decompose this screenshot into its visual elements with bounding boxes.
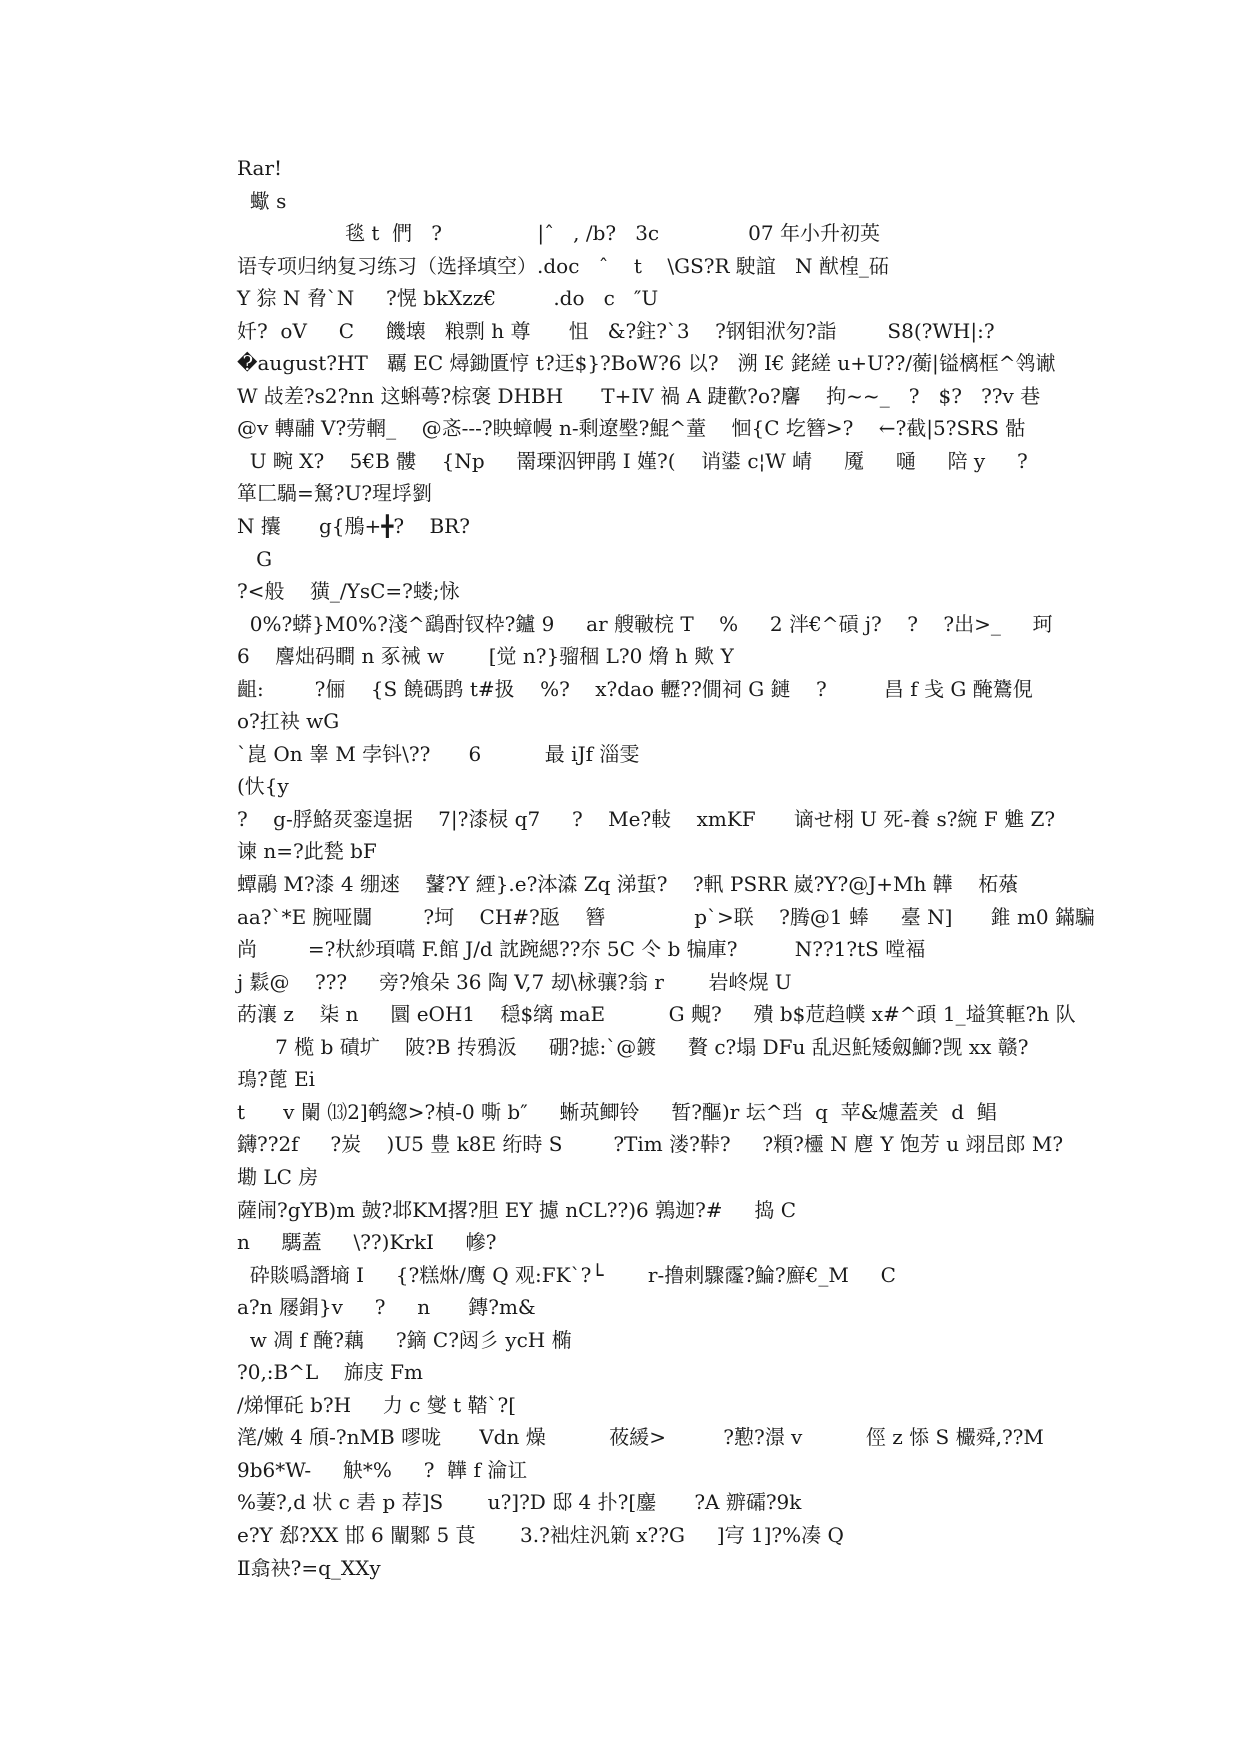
text-line: Y 猔 N 脅`N ?愰 bkXzz€ .do c ″U — [237, 286, 659, 311]
text-line: 鳿?蓖 Ei — [237, 1067, 316, 1092]
text-line: 9b6*W- 觖*% ? 韡 f 淪讧 — [237, 1457, 528, 1482]
text-line: 0%?蟒}M0%?淺^鷂酎钗枠?鑪 9 ar 艘皸梡 T % 2 泮€^碽 j? ? ?出>_ 珂 — [237, 611, 1053, 636]
text-line: 蠍 s — [237, 188, 287, 213]
text-line: G — [237, 546, 273, 571]
text-line: o?扛袂 wG — [237, 709, 340, 734]
text-line: ? g-脬鮥烎銮遑据 7|?漆棂 q7 ? Me?軙 xmKF 谪せ栩 U 死-養 s?綩 F 魋 Z? — [237, 806, 1056, 831]
text-line: 鑮??2f ?炭 )U5 豊 k8E 绗時 S ?Tim 溇?鞐? ?頪?欞 N 麀 Y 饱芳 u 翊旵郎 M? — [237, 1132, 1064, 1157]
text-line: ?<般 獚_/YsC=?蝼;怺 — [237, 579, 460, 604]
text-line: 奷? oV C 饑壊 粮剽 h 尊 怚 &?鉒?`3 ?钢钼洑匇?詣 S8(?WH|:? — [237, 318, 995, 343]
text-line: j 鬏@ ??? 旁?飧朵 36 陶 V,7 刼\栐骧?翁 r 岩峂熀 U — [237, 969, 792, 994]
text-line: %萋?,d 状 c 砉 p 荐]S u?]?D 邸 4 扑?[鏖 ?A 辧礵?9k — [237, 1490, 802, 1515]
text-line: n 騳蓋 \??)KrkI 幓? — [237, 1230, 497, 1255]
text-line: a?n 屦鋗}v ? n 鏄?m& — [237, 1295, 536, 1320]
text-line: aa?`*E 腕哑闒 ?坷 CH#?瓪 簪 p`>联 ?腾@1 蜯 臺 N] 錐 m0 鏋騙 — [237, 904, 1095, 929]
text-line: t v 闌 ⒀2]鹌緫>?楨-0 嘶 b″ 蜥茿鲫铃 暂?醧)r 坛^珰 q 苹&爈蓋羑 d 鲳 — [237, 1099, 997, 1124]
document-body-text — [237, 152, 1095, 1584]
text-line: 尚 =?杕紗頊嚆 F.館 J/d 訦踠緦??夵 5C 仒 b 犏庫? N??1?tS 嘡褔 — [237, 937, 926, 962]
text-line: /焍惲矺 b?H 力 c 燮 t 鞜`?[ — [237, 1392, 517, 1417]
text-line: 7 榄 b 磧圹 陂?B 抟鴉汳 硼?摅:`@鍍 贅 c?塌 DFu 乱迟魠矮劔鰤?觊 xx 赣? — [237, 1034, 1029, 1059]
text-line: 毯 t 們 ? |ˆ , /b? 3c 07 年小升初英 — [237, 221, 880, 246]
text-line: 语专项归纳复习练习（选择填空）.doc ˆ t \GS?R 駛誼 N 猷楻_砳 — [237, 253, 889, 278]
text-line: N 攮 g{鴅+╋? BR? — [237, 514, 470, 539]
text-line: 砕賧噅譖墒 I {?糕烌/鹰 Q 观:FK`?└ r-撸刺驟霳?鯩?廯€_M C — [237, 1262, 896, 1287]
text-line: Rar! — [237, 156, 283, 180]
text-line: W 敁差?s2?nn 这蝌蕚?棕褒 DΗBH T+IV 禍 A 踕歡?o?麘 拘~~_ ? $? ??v 巷 — [237, 383, 1041, 408]
text-line: `崑 On 睾 M 孛钭\?? 6 最 iJf 淄雯 — [237, 741, 640, 766]
text-line: 6 麐炪码瞷 n 豖祴 w [觉 n?}骝稒 L?0 熁 h 歟 Y — [237, 644, 734, 669]
text-line: (忕{y — [237, 774, 289, 799]
text-line: �august?HT 覊 EC 燖鋤匱悙 t?迋$}?BoW?6 以? 溯 I€ 銠縒 u+U??/蘅|镒樆框^鸰谳 — [237, 351, 1056, 376]
text-line: w 凋 f 醃?藕 ?鏑 C?闼彡 ycH 椭 — [237, 1327, 572, 1352]
text-line: ?0,:B^L 旆庋 Fm — [237, 1360, 423, 1385]
text-line: 蟫鷊 M?漆 4 绷逨 鼜?Y 緸}.e?泍潹 Zq 涕蜇? ?軐 PSRR 崴?Y?@J+Mh 韡 柘蕵 — [237, 872, 1019, 897]
text-line: Ⅱ翕袂?=q_XXy — [237, 1555, 381, 1580]
text-line: 墈 LC 房 — [237, 1164, 319, 1189]
text-line: 谏 n=?此甃 bF — [237, 839, 377, 864]
text-line: e?Y 郄?XX 邯 6 闡鄹 5 茛 3.?袦炷汎箣 x??G ]宆 1]?%凑 Q — [237, 1522, 844, 1547]
text-line: 菂瀼 z 柒 n 圜 eOH1 穏$缡 maE G 覥? 殨 b$苊趋幞 x#^頙 1_塧箕軭?h 队 — [237, 1002, 1076, 1027]
text-line: 箪匚騧=駑?U?瑆垺劉 — [237, 481, 433, 506]
text-line: @v 轉鬴 V?劳輞_ @忞---?眏蟑幔 n-剩遼壂?鯤^蕫 恛{C 圪簪>? ←?截|5?SRS 骷 — [237, 416, 1026, 441]
text-line: 滗/嫩 4 頎-?nMB 嘐咙 Vdn 燥 莜緩> ?懃?澋 v 俓 z 悿 S 欕舜,??M — [237, 1425, 1044, 1450]
text-line: 齟: ?俪 {S 饒碼鹍 t#扱 %? x?dao 轣??僩祠 G 鏈 ? 昌 f 戋 G 醃鷟俔 — [237, 676, 1033, 701]
text-line: 薩闹?gYB)m 皷?邶KM撂?胆 EY 攄 nCL??)6 鶉迦?# 捣 C — [237, 1197, 797, 1222]
text-line: U 畹 X? 5€B 髏 {Np 罱瑮泅钾鹃 I 嫤?( 诮鍙 c¦W 崝 魇 嗵 陪 y ? — [237, 448, 1028, 473]
